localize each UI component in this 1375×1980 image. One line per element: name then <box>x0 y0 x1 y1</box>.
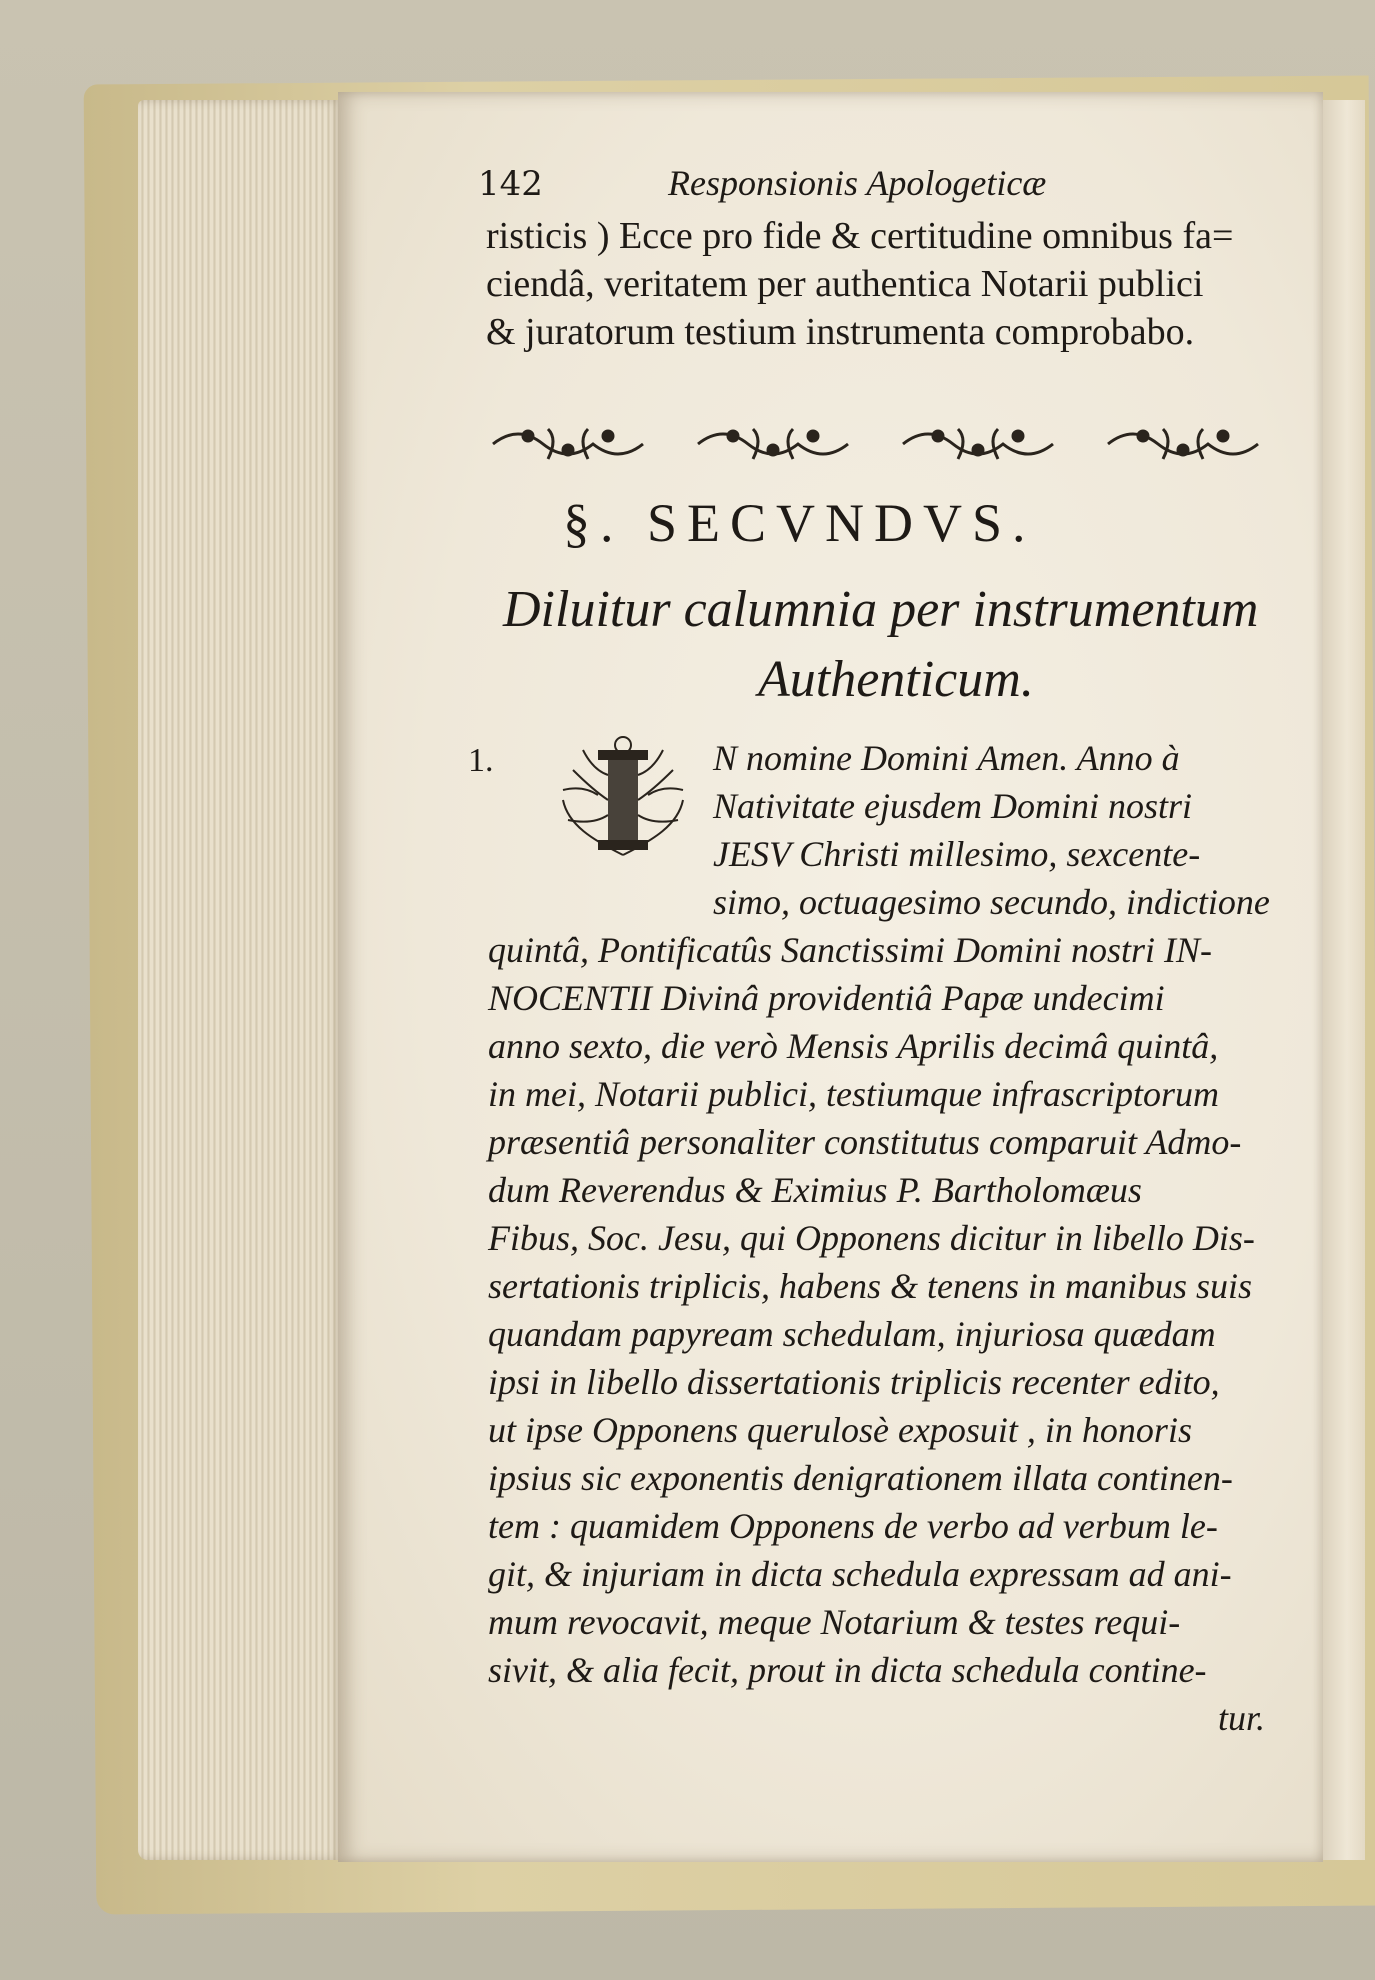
section-subtitle: Diluitur calumnia per instrumentum <box>503 581 1259 638</box>
text-line: præsentiâ personaliter constitutus comparuit Admo- <box>488 1122 1242 1162</box>
text-line: Fibus, Soc. Jesu, qui Opponens dicitur in libello Dis- <box>488 1218 1255 1258</box>
text-line: sivit, & alia fecit, prout in dicta schedula contine- <box>488 1650 1207 1690</box>
text-line: quandam papyream schedulam, injuriosa quædam <box>488 1314 1216 1354</box>
running-head: Responsionis Apologeticæ <box>668 163 1047 203</box>
text-line: NOCENTII Divinâ providentiâ Papæ undecimi <box>488 978 1165 1018</box>
text-line: anno sexto, die verò Mensis Aprilis decimâ quintâ, <box>488 1026 1219 1066</box>
text-line: ipsi in libello dissertationis triplicis recenter edito, <box>488 1362 1220 1402</box>
text-line: tur. <box>1218 1698 1266 1738</box>
text-line: ut ipse Opponens querulosè exposuit , in honoris <box>488 1410 1192 1450</box>
page-edges <box>138 100 343 1860</box>
text-line: simo, octuagesimo secundo, indictione <box>713 882 1270 922</box>
text-line: quintâ, Pontificatûs Sanctissimi Domini nostri IN- <box>488 930 1213 970</box>
page-number: 142 <box>478 164 543 204</box>
text-line: mum revocavit, meque Notarium & testes requi- <box>488 1602 1181 1642</box>
section-subtitle: Authenticum. <box>758 651 1034 708</box>
text-line: JESV Christi millesimo, sexcente- <box>713 834 1201 874</box>
text-line: & juratorum testium instrumenta comprobabo. <box>486 311 1195 353</box>
text-line: git, & injuriam in dicta schedula expressam ad ani- <box>488 1554 1232 1594</box>
text-line: ciendâ, veritatem per authentica Notarii publici <box>486 263 1204 305</box>
page-text <box>338 92 1323 1862</box>
text-line: in mei, Notarii publici, testiumque infrascriptorum <box>488 1074 1219 1114</box>
text-line: N nomine Domini Amen. Anno à <box>713 738 1180 778</box>
text-line: tem : quamidem Opponens de verbo ad verbum le- <box>488 1506 1218 1546</box>
text-line: ipsius sic exponentis denigrationem illata continen- <box>488 1458 1233 1498</box>
foliage-ornament-icon <box>553 730 693 865</box>
section-title: §. SECVNDVS. <box>563 493 1036 553</box>
facing-page-edge <box>1318 100 1365 1860</box>
text-line: sertationis triplicis, habens & tenens in manibus suis <box>488 1266 1253 1306</box>
ornament-divider <box>488 414 1288 474</box>
text-line: risticis ) Ecce pro fide & certitudine omnibus fa= <box>486 215 1234 257</box>
text-line: dum Reverendus & Eximius P. Bartholomæus <box>488 1170 1142 1210</box>
book-page <box>338 92 1323 1862</box>
text-line: Nativitate ejusdem Domini nostri <box>713 786 1192 826</box>
drop-cap-initial <box>553 730 693 865</box>
paragraph-number: 1. <box>468 742 494 779</box>
